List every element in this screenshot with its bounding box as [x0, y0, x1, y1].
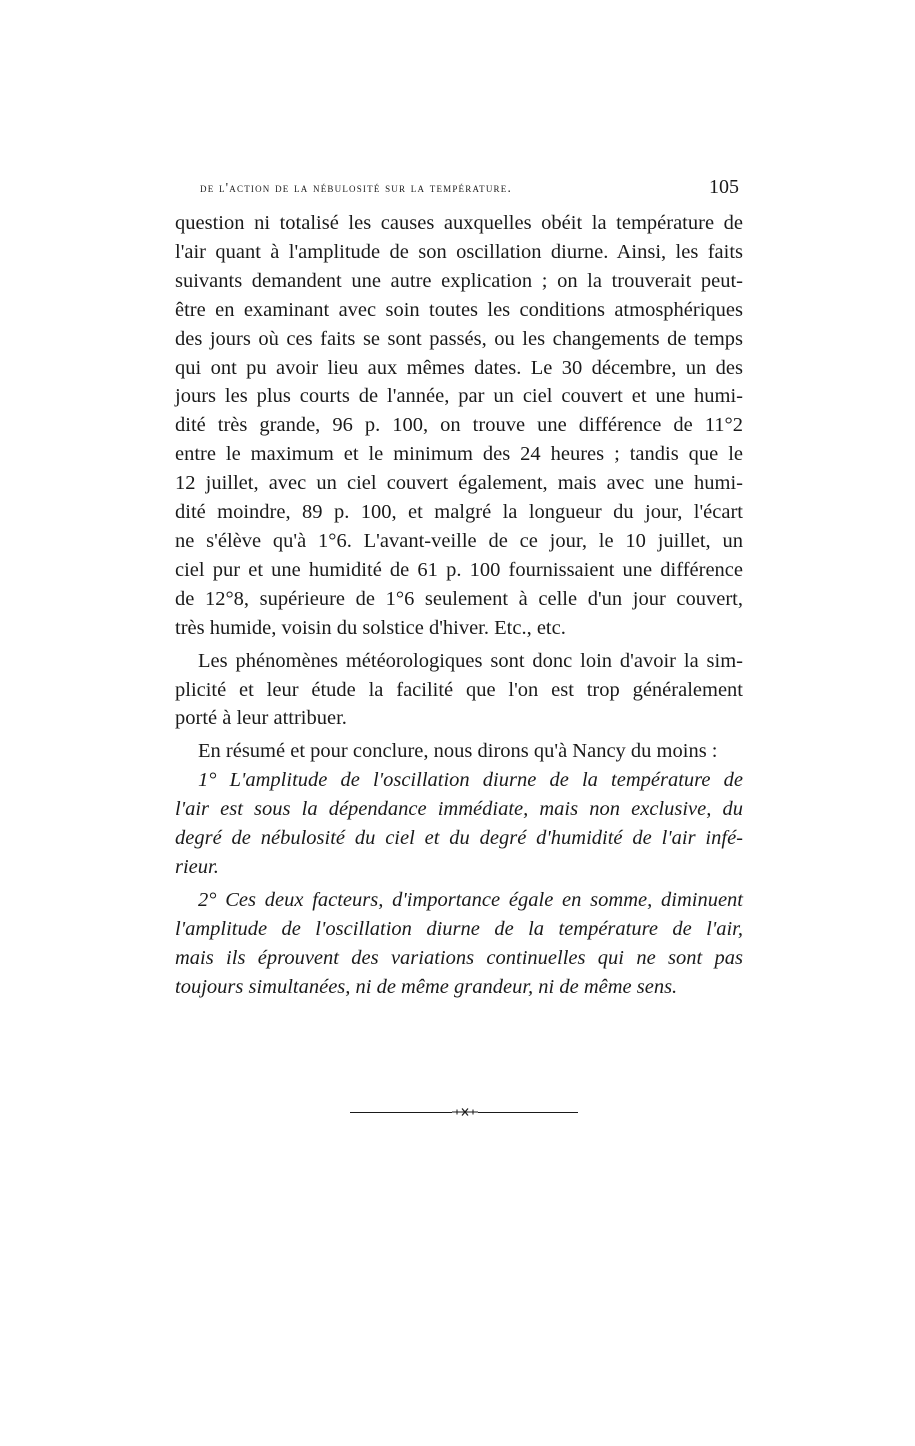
text-line: ciel pur et une humidité de 61 p. 100 fournissaient une différence: [175, 558, 743, 581]
text-line: 1° L'amplitude de l'oscillation diurne de la température de: [198, 769, 743, 792]
text-line: porté à leur attribuer.: [175, 707, 347, 730]
text-line: l'amplitude de l'oscillation diurne de la température de l'air,: [175, 917, 743, 940]
text-line: très humide, voisin du solstice d'hiver. Etc., etc.: [175, 616, 566, 639]
text-line: des jours où ces faits se sont passés, ou les changements de temps: [175, 327, 743, 350]
text-line: mais ils éprouvent des variations continuelles qui ne sont pas: [175, 946, 743, 969]
text-line: plicité et leur étude la facilité que l'on est trop généralement: [175, 678, 743, 701]
end-rule-ornament-icon: [452, 1107, 478, 1117]
text-line: suivants demandent une autre explication ; on la trouverait peut-: [175, 269, 743, 292]
text-line: Les phénomènes météorologiques sont donc loin d'avoir la sim-: [198, 649, 743, 672]
text-line: question ni totalisé les causes auxquelles obéit la température de: [175, 212, 743, 234]
paragraph-summary: [175, 737, 743, 766]
running-head: [175, 178, 743, 202]
text-line: En résumé et pour conclure, nous dirons qu'à Nancy du moins :: [198, 740, 718, 763]
paragraph-phenomena: [175, 647, 743, 734]
conclusion-2: [175, 886, 743, 1002]
text-line: 2° Ces deux facteurs, d'importance égale en somme, diminuent: [198, 888, 743, 911]
page-number: 105: [709, 176, 739, 198]
running-title: de l'action de la nébulosité sur la température.: [200, 180, 513, 195]
text-line: de 12°8, supérieure de 1°6 seulement à celle d'un jour couvert,: [175, 587, 743, 610]
text-line: qui ont pu avoir lieu aux mêmes dates. Le 30 décembre, un des: [175, 356, 743, 379]
text-line: dité moindre, 89 p. 100, et malgré la longueur du jour, l'écart: [175, 501, 743, 524]
text-line: degré de nébulosité du ciel et du degré d'humidité de l'air infé-: [175, 827, 743, 850]
text-line: rieur.: [175, 855, 219, 878]
text-line: 12 juillet, avec un ciel couvert également, mais avec une humi-: [175, 472, 743, 495]
text-line: ne s'élève qu'à 1°6. L'avant-veille de ce jour, le 10 juillet, un: [175, 529, 743, 552]
text-line: dité très grande, 96 p. 100, on trouve une différence de 11°2: [175, 414, 743, 437]
text-line: entre le maximum et le minimum des 24 heures ; tandis que le: [175, 443, 743, 466]
paragraph-continuation: [175, 209, 743, 643]
text-line: l'air est sous la dépendance immédiate, mais non exclusive, du: [175, 798, 743, 821]
conclusion-1: [175, 766, 743, 882]
text-line: l'air quant à l'amplitude de son oscillation diurne. Ainsi, les faits: [175, 240, 743, 263]
body-text: [175, 209, 743, 1001]
text-line: jours les plus courts de l'année, par un ciel couvert et une humi-: [175, 385, 743, 408]
end-rule: [350, 1107, 578, 1117]
text-line: toujours simultanées, ni de même grandeur, ni de même sens.: [175, 975, 678, 998]
text-line: être en examinant avec soin toutes les conditions atmosphériques: [175, 298, 743, 321]
